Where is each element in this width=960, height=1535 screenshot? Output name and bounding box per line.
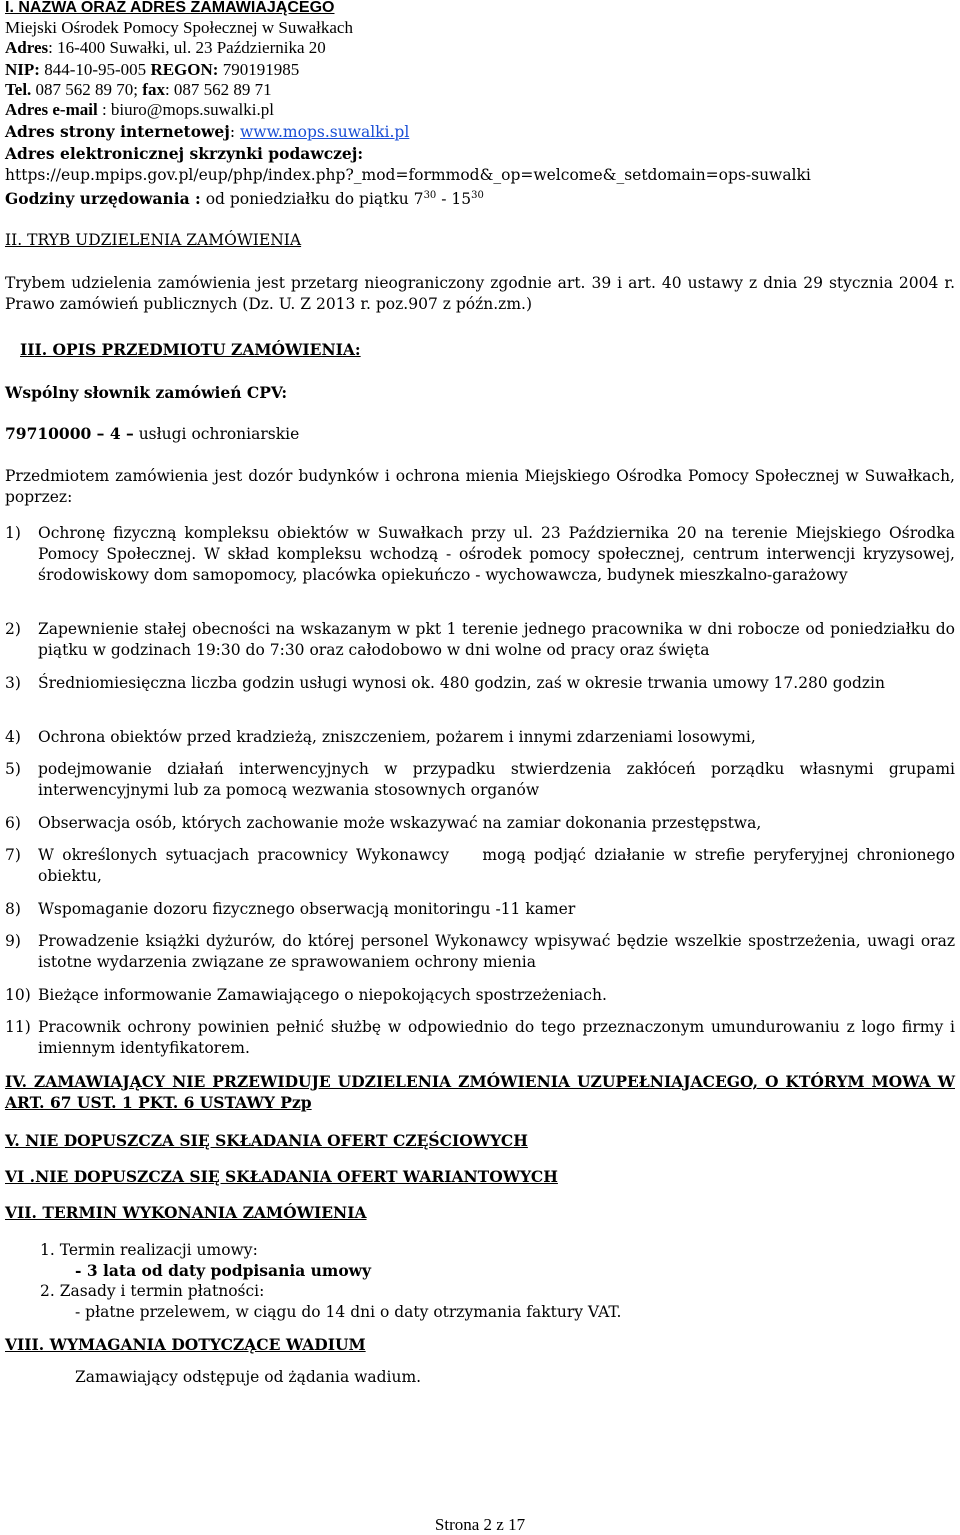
list-item-text: Obserwacja osób, których zachowanie może wskazywać na zamiar dokonania przestępstwa, xyxy=(38,814,762,832)
hours-mid: - 15 xyxy=(436,190,472,209)
cpv-description: usługi ochroniarskie xyxy=(133,425,300,443)
list-item xyxy=(5,759,955,801)
section-8-heading: VIII. WYMAGANIA DOTYCZĄCE WADIUM xyxy=(5,1335,366,1354)
subject-intro: Przedmiotem zamówienia jest dozór budynków i ochrona mienia Miejskiego Ośrodka Pomocy Społecznej w Suwałkach, poprzez: xyxy=(5,467,955,506)
nip-label: NIP: xyxy=(5,60,40,79)
hours-label: Godziny urzędowania : xyxy=(5,189,201,209)
epuap-url[interactable]: https://eup.mpips.gov.pl/eup/php/index.php?_mod=formmod&_op=welcome&_setdomain=ops-suwalki xyxy=(5,166,811,184)
list-item xyxy=(5,727,955,748)
nip-value: 844-10-95-005 xyxy=(39,60,151,79)
website-sep: : xyxy=(229,123,241,141)
section-7-heading: VII. TERMIN WYKONANIA ZAMÓWIENIA xyxy=(5,1203,367,1222)
list-item xyxy=(5,899,955,920)
term-item-2-value: - płatne przelewem, w ciągu do 14 dni o daty otrzymania faktury VAT. xyxy=(75,1303,622,1321)
list-item-text: podejmowanie działań interwencyjnych w przypadku stwierdzenia zakłóceń porządku własnymi grupami interwencyjnymi lub za pomocą wezwania stosownych organów xyxy=(38,760,955,799)
cpv-line xyxy=(5,424,299,444)
list-item-text: Zapewnienie stałej obecności na wskazanym w pkt 1 terenie jednego pracownika w dni robocze od poniedziałku do piątku w godzinach 19:30 do 7:30 oraz całodobowo w dni wolne od pracy oraz święta xyxy=(38,620,955,659)
term-item-2-number: 2. xyxy=(40,1282,55,1300)
office-hours-line xyxy=(5,186,484,209)
list-item-number: 4) xyxy=(5,728,21,746)
tel-value: 087 562 89 70; xyxy=(31,80,143,99)
cpv-label: Wspólny słownik zamówień CPV: xyxy=(5,383,288,402)
term-item-1 xyxy=(40,1240,258,1260)
address-label: Adres xyxy=(5,38,49,57)
list-item-text: Pracownik ochrony powinien pełnić służbę w odpowiednio do tego przeznaczonym umundurowaniu z logo firmy i imiennym identyfikatorem. xyxy=(38,1018,955,1057)
list-item-text: Ochrona obiektów przed kradzieżą, zniszczeniem, pożarem i innymi zdarzeniami losowymi, xyxy=(38,728,756,746)
term-item-1-label: Termin realizacji umowy: xyxy=(59,1241,258,1259)
address-line xyxy=(5,38,326,58)
nip-regon-line xyxy=(5,60,299,80)
hours-sup-start: 30 xyxy=(423,190,437,201)
list-item-number: 7) xyxy=(5,846,21,864)
cpv-code: 79710000 – 4 – xyxy=(5,424,134,443)
section-4-heading: IV. ZAMAWIAJĄCY NIE PRZEWIDUJE UDZIELENIA ZMÓWIENIA UZUPEŁNIAJACEGO, O KTÓRYM MOWA W ART. 67 UST. 1 PKT. 6 USTAWY Pzp xyxy=(5,1072,955,1112)
list-item-text: Ochronę fizyczną kompleksu obiektów w Suwałkach przy ul. 23 Października 20 na terenie Miejskiego Ośrodka Pomocy Społecznej. W skład kompleksu wchodzą - ośrodek pomocy społecznej, centrum interwencji kryzysowej, środowiskowy dom samopomocy, placówka opiekuńczo - wychowawcza, budynek mieszkalno-garażowy xyxy=(38,524,955,584)
term-item-1-value: - 3 lata od daty podpisania umowy xyxy=(75,1261,372,1280)
term-item-2-label: Zasady i termin płatności: xyxy=(59,1282,265,1300)
section-6-heading: VI .NIE DOPUSZCZA SIĘ SKŁADANIA OFERT WARIANTOWYCH xyxy=(5,1167,558,1186)
website-link[interactable]: www.mops.suwalki.pl xyxy=(240,123,410,141)
list-item-text: Średniomiesięczna liczba godzin usługi wynosi ok. 480 godzin, zaś w okresie trwania umowy 17.280 godzin xyxy=(38,674,885,692)
term-item-2 xyxy=(40,1281,264,1301)
list-item-number: 2) xyxy=(5,620,21,638)
list-item-number: 10) xyxy=(5,986,31,1004)
list-item-text: Wspomaganie dozoru fizycznego obserwacją monitoringu -11 kamer xyxy=(38,900,576,918)
hours-value: od poniedziałku do piątku 7 xyxy=(200,190,424,209)
list-item-number: 3) xyxy=(5,674,21,692)
list-item xyxy=(5,523,955,586)
list-item-number: 1) xyxy=(5,524,21,542)
hours-sup-end: 30 xyxy=(471,190,484,201)
list-item-number: 11) xyxy=(5,1018,31,1036)
tel-label: Tel. xyxy=(5,80,32,99)
list-item-number: 6) xyxy=(5,814,21,832)
section-5-heading: V. NIE DOPUSZCZA SIĘ SKŁADANIA OFERT CZĘŚCIOWYCH xyxy=(5,1131,528,1150)
section-8-text: Zamawiający odstępuje od żądania wadium. xyxy=(75,1368,422,1386)
list-item xyxy=(5,845,960,887)
fax-value: : 087 562 89 71 xyxy=(164,80,272,99)
website-line xyxy=(5,122,409,142)
list-item-number: 8) xyxy=(5,900,21,918)
term-item-1-number: 1. xyxy=(40,1241,55,1259)
regon-value: 790191985 xyxy=(218,60,300,79)
email-line xyxy=(5,100,274,120)
email-label: Adres e-mail xyxy=(5,100,98,119)
list-item-number: 9) xyxy=(5,932,21,950)
list-item-text: Bieżące informowanie Zamawiającego o niepokojących spostrzeżeniach. xyxy=(38,986,607,1004)
section-3-heading: III. OPIS PRZEDMIOTU ZAMÓWIENIA: xyxy=(20,340,361,359)
institution-name: Miejski Ośrodek Pomocy Społecznej w Suwałkach xyxy=(5,18,353,37)
epuap-label: Adres elektronicznej skrzynki podawczej: xyxy=(5,144,364,163)
list-item-number: 5) xyxy=(5,760,21,778)
list-item xyxy=(5,1017,955,1059)
list-item xyxy=(5,985,955,1006)
section-2-text: Trybem udzielenia zamówienia jest przetarg nieograniczony zgodnie art. 39 i art. 40 ustawy z dnia 29 stycznia 2004 r. Prawo zamówień publicznych (Dz. U. Z 2013 r. poz.907 z późn.zm.) xyxy=(5,274,955,313)
list-item xyxy=(5,673,955,694)
page-footer: Strona 2 z 17 xyxy=(434,1515,526,1534)
fax-label: fax xyxy=(142,80,165,99)
list-item xyxy=(5,931,955,973)
section-1-heading: I. NAZWA ORAZ ADRES ZAMAWIAJĄCEGO xyxy=(5,0,335,16)
regon-label: REGON: xyxy=(150,60,219,79)
list-item-text: W określonych sytuacjach pracownicy Wykonawcy mogą podjąć działanie w strefie peryferyjnej chronionego obiektu, xyxy=(38,846,960,885)
phone-fax-line xyxy=(5,80,272,100)
list-item-text: Prowadzenie książki dyżurów, do której personel Wykonawcy wpisywać będzie wszelkie spostrzeżenia, uwagi oraz istotne wydarzenia związane ze sprawowaniem ochrony mienia xyxy=(38,932,955,971)
website-label: Adres strony internetowej xyxy=(5,122,230,141)
address-value: : 16-400 Suwałki, ul. 23 Października 20 xyxy=(48,38,326,57)
section-2-heading: II. TRYB UDZIELENIA ZAMÓWIENIA xyxy=(5,231,302,249)
email-value: : biuro@mops.suwalki.pl xyxy=(97,100,274,119)
list-item xyxy=(5,813,955,834)
list-item xyxy=(5,619,955,661)
